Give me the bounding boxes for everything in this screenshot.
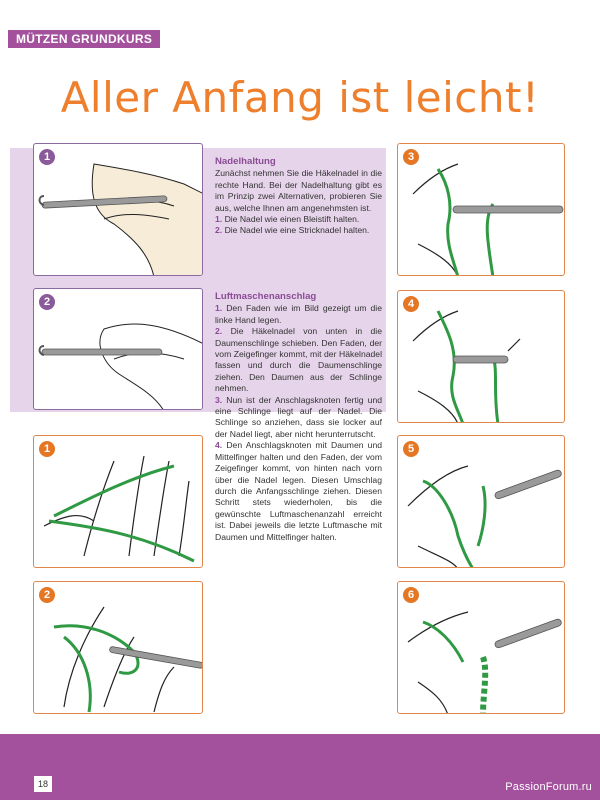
hand-with-hook-drawing <box>34 144 203 276</box>
step-badge: 3 <box>403 149 419 165</box>
illustration-step-3 <box>397 143 565 276</box>
hook-with-yarn-drawing <box>398 291 565 423</box>
step-item <box>215 326 382 394</box>
illustration-step-4 <box>397 290 565 423</box>
section-heading: Nadelhaltung <box>215 156 276 167</box>
step-number: 3. <box>215 394 223 405</box>
step-badge: 1 <box>39 441 55 457</box>
hand-with-hook-drawing <box>34 289 203 410</box>
watermark-text: PassionForum.ru <box>505 781 592 793</box>
hand-with-yarn-drawing <box>34 582 203 714</box>
step-number: 1. <box>215 303 223 314</box>
step-text: Den Faden wie im Bild gezeigt um die linke Hand legen. <box>215 303 382 325</box>
illustration-yarn-around-hand <box>33 435 203 568</box>
hook-with-yarn-drawing <box>398 144 565 276</box>
section-tag: MÜTZEN GRUNDKURS <box>8 30 160 48</box>
step-item <box>215 214 382 225</box>
section-luftmaschenanschlag <box>215 291 382 543</box>
illustration-step-6 <box>397 581 565 714</box>
step-item <box>215 395 382 441</box>
illustration-step-5 <box>397 435 565 568</box>
hook-with-yarn-drawing <box>398 582 565 714</box>
step-number: 4. <box>215 440 223 451</box>
step-badge: 2 <box>39 294 55 310</box>
hand-with-yarn-drawing <box>34 436 203 568</box>
illustration-hook-in-loop <box>33 581 203 714</box>
step-item <box>215 303 382 326</box>
step-text: Die Häkelnadel von unten in die Daumenschlinge schieben. Den Faden, der vom Zeigefinger kommt, mit der Häkelnadel fassen und durch die Daumenschlinge ziehen. Den Daumen aus der Schlinge nehmen. <box>215 326 382 394</box>
step-number: 1. <box>215 214 223 225</box>
section-intro: Zunächst nehmen Sie die Häkelnadel in die rechte Hand. Bei der Nadelhaltung gibt es im Prinzip zwei Alternativen, probieren Sie aus, welche Ihnen am angenehmsten ist. <box>215 168 382 213</box>
step-badge: 6 <box>403 587 419 603</box>
step-text: Die Nadel wie einen Bleistift halten. <box>224 214 360 225</box>
hook-with-yarn-drawing <box>398 436 565 568</box>
step-text: Die Nadel wie eine Stricknadel halten. <box>224 225 370 236</box>
illustration-hook-pencil-grip <box>33 143 203 276</box>
page-title: Aller Anfang ist leicht! <box>60 73 540 122</box>
step-badge: 4 <box>403 296 419 312</box>
step-text: Nun ist der Anschlagsknoten fertig und eine Schlinge liegt auf der Nadel. Die Schlinge so anziehen, dass sie locker auf der Nadel liegt, aber nicht herunterrutscht. <box>215 394 383 439</box>
step-number: 2. <box>215 326 223 337</box>
step-number: 2. <box>215 225 223 236</box>
step-badge: 2 <box>39 587 55 603</box>
step-text: Den Anschlagsknoten mit Daumen und Mittelfinger halten und den Faden, der vom Zeigefinger kommt, von hinten nach vorn über die Nadel legen. Diesen Umschlag durch die Anfangsschlinge ziehen. Diesen Schritt stets wiederholen, bis die gewünschte Luftmaschenanzahl erreicht ist. Dabei jeweils die letzte Luftmasche mit Daumen und Mittelfinger halten. <box>215 440 383 542</box>
step-item <box>215 440 382 543</box>
illustration-hook-knife-grip <box>33 288 203 410</box>
step-badge: 1 <box>39 149 55 165</box>
step-badge: 5 <box>403 441 419 457</box>
page-number: 18 <box>34 776 52 792</box>
section-heading: Luftmaschenanschlag <box>215 291 317 302</box>
section-nadelhaltung <box>215 156 382 237</box>
step-item <box>215 225 382 236</box>
